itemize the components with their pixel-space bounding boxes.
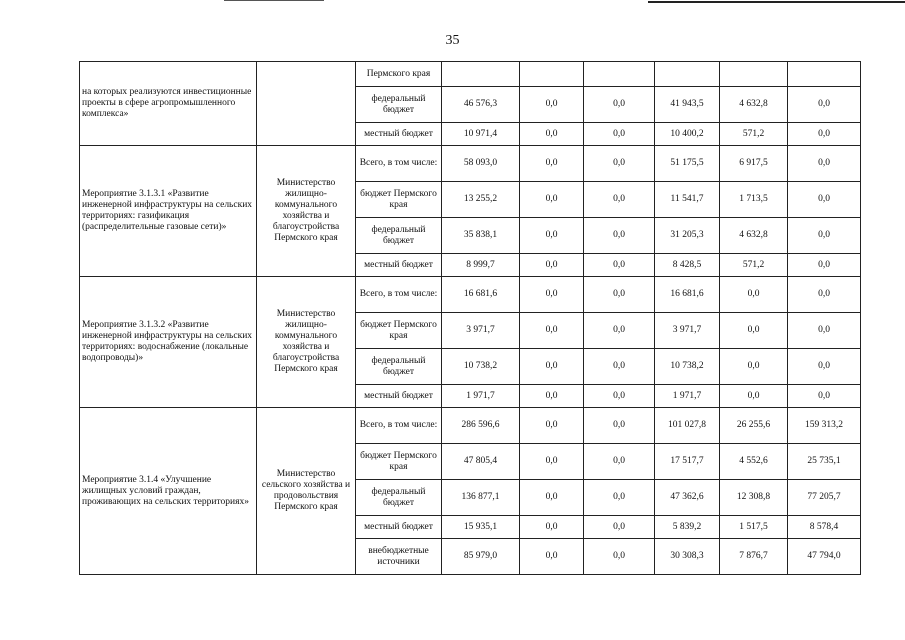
amount-cell: 286 596,6 xyxy=(442,408,520,444)
amount-cell: 0,0 xyxy=(720,349,788,385)
amount-cell: 1 713,5 xyxy=(720,182,788,218)
activity-name-cell: на которых реализуются инвестиционные проекты в сфере агропромышленного комплекса» xyxy=(80,62,257,146)
page-number: 35 xyxy=(445,33,460,48)
amount-cell: 571,2 xyxy=(720,254,788,277)
funding-source-cell: местный бюджет xyxy=(356,254,442,277)
amount-cell: 41 943,5 xyxy=(655,87,720,123)
activity-name-cell: Мероприятие 3.1.3.2 «Развитие инженерной инфраструктуры на сельских территориях: водоснабжение (локальные водопроводы)» xyxy=(80,277,257,408)
executor-cell: Министерство жилищно-коммунального хозяйства и благоустройства Пермского края xyxy=(257,277,356,408)
amount-cell: 0,0 xyxy=(584,146,655,182)
amount-cell: 25 735,1 xyxy=(788,444,861,480)
amount-cell: 0,0 xyxy=(788,385,861,408)
amount-cell: 7 876,7 xyxy=(720,539,788,575)
funding-source-cell: федеральный бюджет xyxy=(356,218,442,254)
amount-cell: 0,0 xyxy=(788,182,861,218)
amount-cell: 1 971,7 xyxy=(655,385,720,408)
executor-cell xyxy=(257,62,356,146)
amount-cell: 3 971,7 xyxy=(442,313,520,349)
amount-cell: 0,0 xyxy=(520,349,584,385)
amount-cell: 0,0 xyxy=(720,313,788,349)
activity-name-cell: Мероприятие 3.1.3.1 «Развитие инженерной инфраструктуры на сельских территориях: газификация (распределительные газовые сети)» xyxy=(80,146,257,277)
funding-source-cell: бюджет Пермского края xyxy=(356,182,442,218)
amount-cell: 101 027,8 xyxy=(655,408,720,444)
amount-cell: 0,0 xyxy=(584,539,655,575)
amount-cell: 0,0 xyxy=(520,277,584,313)
amount-cell: 0,0 xyxy=(584,182,655,218)
scan-edge-left xyxy=(224,0,324,1)
funding-source-cell: бюджет Пермского края xyxy=(356,313,442,349)
amount-cell: 0,0 xyxy=(788,254,861,277)
amount-cell: 8 428,5 xyxy=(655,254,720,277)
amount-cell: 17 517,7 xyxy=(655,444,720,480)
amount-cell: 0,0 xyxy=(520,87,584,123)
table-row xyxy=(80,408,861,444)
funding-source-cell: местный бюджет xyxy=(356,516,442,539)
amount-cell: 5 839,2 xyxy=(655,516,720,539)
amount-cell: 136 877,1 xyxy=(442,480,520,516)
amount-cell: 46 576,3 xyxy=(442,87,520,123)
amount-cell: 0,0 xyxy=(520,385,584,408)
amount-cell: 0,0 xyxy=(584,254,655,277)
amount-cell: 0,0 xyxy=(720,277,788,313)
amount-cell: 26 255,6 xyxy=(720,408,788,444)
amount-cell: 0,0 xyxy=(788,218,861,254)
amount-cell: 47 805,4 xyxy=(442,444,520,480)
amount-cell: 0,0 xyxy=(584,349,655,385)
amount-cell: 16 681,6 xyxy=(655,277,720,313)
amount-cell: 0,0 xyxy=(584,408,655,444)
amount-cell: 15 935,1 xyxy=(442,516,520,539)
amount-cell: 0,0 xyxy=(788,123,861,146)
amount-cell: 0,0 xyxy=(584,123,655,146)
amount-cell: 10 738,2 xyxy=(442,349,520,385)
funding-source-cell: местный бюджет xyxy=(356,385,442,408)
amount-cell: 0,0 xyxy=(520,408,584,444)
amount-cell: 0,0 xyxy=(520,444,584,480)
amount-cell: 47 794,0 xyxy=(788,539,861,575)
amount-cell: 10 738,2 xyxy=(655,349,720,385)
amount-cell xyxy=(655,62,720,87)
executor-cell: Министерство жилищно-коммунального хозяйства и благоустройства Пермского края xyxy=(257,146,356,277)
amount-cell: 13 255,2 xyxy=(442,182,520,218)
amount-cell: 58 093,0 xyxy=(442,146,520,182)
table-row xyxy=(80,62,861,87)
amount-cell: 0,0 xyxy=(520,516,584,539)
amount-cell: 0,0 xyxy=(584,444,655,480)
amount-cell xyxy=(520,62,584,87)
amount-cell: 10 400,2 xyxy=(655,123,720,146)
amount-cell: 0,0 xyxy=(720,385,788,408)
executor-cell: Министерство сельского хозяйства и продовольствия Пермского края xyxy=(257,408,356,575)
funding-source-cell: Всего, в том числе: xyxy=(356,277,442,313)
funding-source-cell: внебюджетные источники xyxy=(356,539,442,575)
amount-cell: 1 517,5 xyxy=(720,516,788,539)
amount-cell: 0,0 xyxy=(520,123,584,146)
amount-cell: 0,0 xyxy=(788,349,861,385)
amount-cell: 47 362,6 xyxy=(655,480,720,516)
scan-edge-right xyxy=(648,1,905,3)
funding-source-cell: федеральный бюджет xyxy=(356,480,442,516)
table-row xyxy=(80,277,861,313)
amount-cell: 0,0 xyxy=(584,87,655,123)
table-row xyxy=(80,146,861,182)
budget-table xyxy=(79,61,861,575)
funding-source-cell: Пермского края xyxy=(356,62,442,87)
amount-cell: 1 971,7 xyxy=(442,385,520,408)
funding-source-cell: федеральный бюджет xyxy=(356,87,442,123)
amount-cell: 85 979,0 xyxy=(442,539,520,575)
amount-cell: 4 552,6 xyxy=(720,444,788,480)
funding-source-cell: бюджет Пермского края xyxy=(356,444,442,480)
funding-source-cell: местный бюджет xyxy=(356,123,442,146)
amount-cell: 0,0 xyxy=(584,516,655,539)
amount-cell: 0,0 xyxy=(520,313,584,349)
amount-cell: 0,0 xyxy=(520,480,584,516)
amount-cell: 0,0 xyxy=(788,146,861,182)
budget-table-body xyxy=(80,62,861,575)
amount-cell: 10 971,4 xyxy=(442,123,520,146)
amount-cell: 0,0 xyxy=(788,313,861,349)
amount-cell: 0,0 xyxy=(584,385,655,408)
amount-cell xyxy=(442,62,520,87)
amount-cell: 0,0 xyxy=(584,480,655,516)
amount-cell: 12 308,8 xyxy=(720,480,788,516)
amount-cell: 0,0 xyxy=(584,313,655,349)
amount-cell: 31 205,3 xyxy=(655,218,720,254)
amount-cell: 571,2 xyxy=(720,123,788,146)
amount-cell xyxy=(584,62,655,87)
amount-cell: 0,0 xyxy=(520,539,584,575)
amount-cell: 159 313,2 xyxy=(788,408,861,444)
amount-cell: 3 971,7 xyxy=(655,313,720,349)
amount-cell: 11 541,7 xyxy=(655,182,720,218)
amount-cell: 8 578,4 xyxy=(788,516,861,539)
amount-cell: 51 175,5 xyxy=(655,146,720,182)
amount-cell xyxy=(788,62,861,87)
amount-cell: 0,0 xyxy=(584,277,655,313)
amount-cell: 6 917,5 xyxy=(720,146,788,182)
amount-cell xyxy=(720,62,788,87)
amount-cell: 30 308,3 xyxy=(655,539,720,575)
amount-cell: 4 632,8 xyxy=(720,218,788,254)
amount-cell: 16 681,6 xyxy=(442,277,520,313)
amount-cell: 0,0 xyxy=(520,182,584,218)
amount-cell: 0,0 xyxy=(520,146,584,182)
amount-cell: 35 838,1 xyxy=(442,218,520,254)
funding-source-cell: Всего, в том числе: xyxy=(356,146,442,182)
amount-cell: 0,0 xyxy=(584,218,655,254)
funding-source-cell: федеральный бюджет xyxy=(356,349,442,385)
amount-cell: 0,0 xyxy=(520,254,584,277)
amount-cell: 8 999,7 xyxy=(442,254,520,277)
amount-cell: 0,0 xyxy=(520,218,584,254)
activity-name-cell: Мероприятие 3.1.4 «Улучшение жилищных условий граждан, проживающих на сельских территориях» xyxy=(80,408,257,575)
amount-cell: 77 205,7 xyxy=(788,480,861,516)
amount-cell: 0,0 xyxy=(788,277,861,313)
amount-cell: 0,0 xyxy=(788,87,861,123)
amount-cell: 4 632,8 xyxy=(720,87,788,123)
funding-source-cell: Всего, в том числе: xyxy=(356,408,442,444)
